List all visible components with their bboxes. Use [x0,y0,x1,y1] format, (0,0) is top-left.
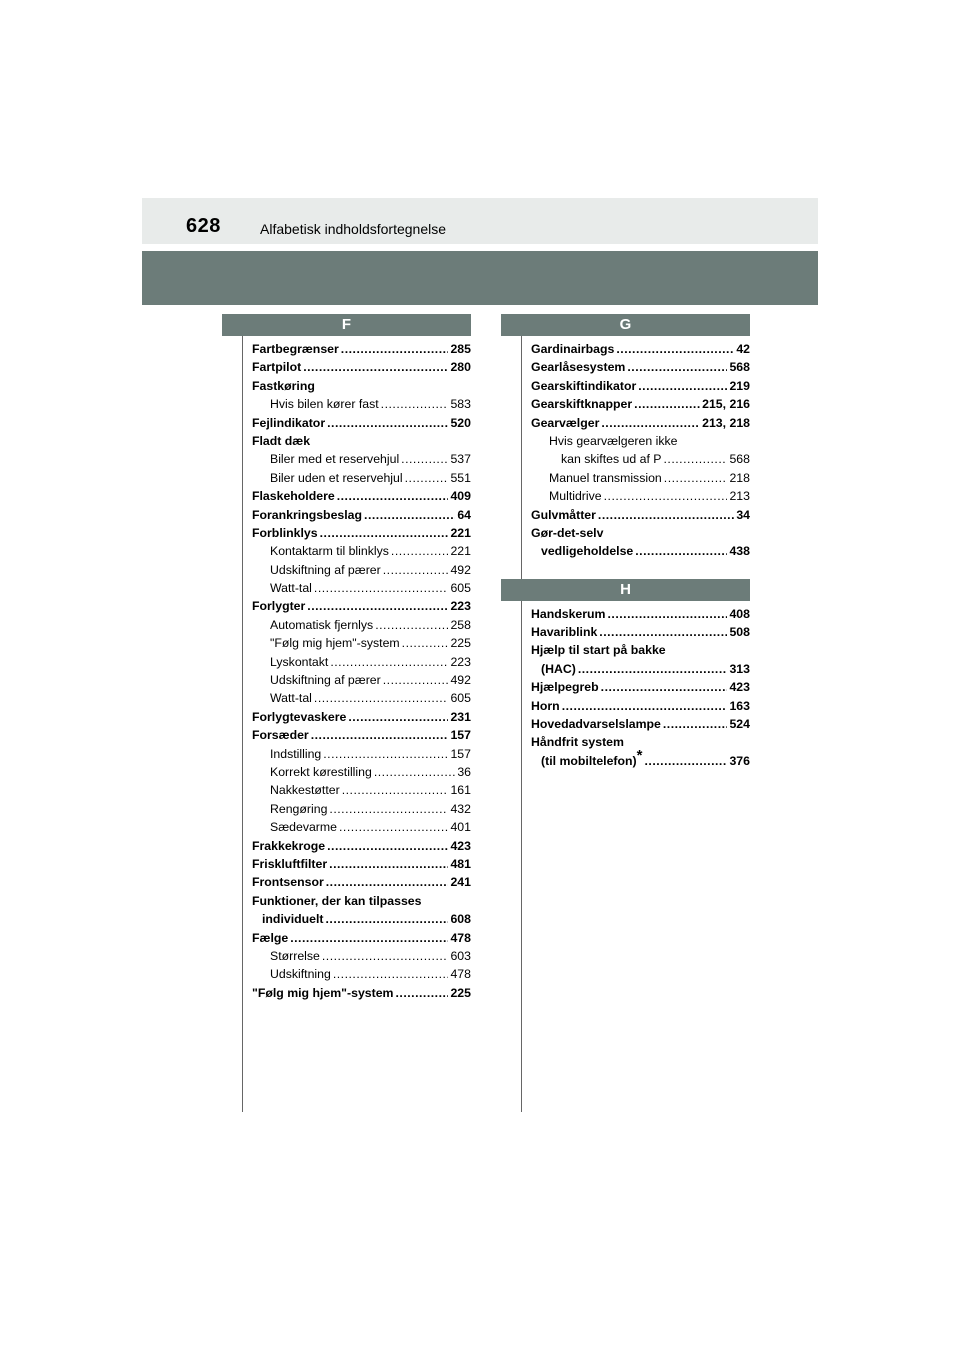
entry-label [270,947,320,965]
entry-label [549,469,662,487]
entry-label-text: Forlygtevaskere [252,709,347,724]
index-entry [531,542,750,560]
leader-dots [402,634,449,652]
entry-page-number: 213, 218 [702,415,750,430]
entry-label [270,965,331,983]
leader-dots [383,671,449,689]
leader-dots [635,542,727,560]
entry-page-number: 241 [450,875,471,890]
index-entry [252,781,471,799]
letter-heading-h: H [501,579,750,601]
entry-label [531,641,666,659]
leader-dots [364,506,455,524]
entry-label-text: Gearskiftindikator [531,378,637,393]
entry-label [252,524,318,542]
entry-label [270,781,340,799]
index-entry [531,340,750,358]
entry-page-number: 605 [450,691,471,706]
entry-page-number: 423 [450,838,471,853]
leader-dots [578,660,728,678]
entry-page-number: 223 [450,599,471,614]
entry-label-text: (til mobiltelefon) [541,753,637,768]
entry-label-text: Gearvælger [531,415,600,430]
leader-dots [664,469,728,487]
index-entry [252,671,471,689]
entry-label-text: Hvis bilen kører fast [270,397,379,412]
index-entry [252,818,471,836]
entry-page-number: 603 [450,948,471,963]
index-entry [252,708,471,726]
entry-label-text: Gulvmåtter [531,507,596,522]
entry-label [270,653,328,671]
leader-dots [314,579,449,597]
entry-label-text: Automatisk fjernlys [270,617,374,632]
entry-label-text: Gør-det-selv [531,525,604,540]
index-entry [531,605,750,623]
index-entry [531,395,750,413]
letter-heading-f: F [222,314,471,336]
entry-label [549,487,602,505]
entry-label [252,929,288,947]
entry-page-number: 508 [729,625,750,640]
entry-label [270,634,400,652]
leader-dots [307,597,448,615]
entry-label [531,623,597,641]
entry-label-text: Havariblink [531,625,598,640]
entry-page-number: 157 [450,728,471,743]
entry-label [561,450,661,468]
leader-dots [348,708,448,726]
entry-page-number: 605 [450,581,471,596]
header-band [142,251,818,305]
entry-page-number: 218 [729,470,750,485]
entry-page-number: 376 [729,753,750,768]
leader-dots [401,450,448,468]
entry-page-number: 423 [729,680,750,695]
leader-dots [326,873,449,891]
leader-dots [322,947,449,965]
entry-page-number: 568 [729,360,750,375]
entry-label [270,450,399,468]
entry-label [531,697,560,715]
index-entry [252,763,471,781]
leader-dots [383,561,449,579]
entry-page-number: 42 [736,342,750,356]
index-entry [252,616,471,634]
entry-label [252,340,339,358]
entry-label [262,910,324,928]
leader-dots [327,837,448,855]
entry-page-number: 258 [450,617,471,632]
entry-page-number: 219 [729,378,750,393]
entry-page-number: 163 [729,698,750,713]
leader-dots [333,965,449,983]
entry-label [531,605,606,623]
entry-label [270,671,381,689]
entry-label [531,377,636,395]
leader-dots [327,414,448,432]
index-entry [252,855,471,873]
entry-label [270,689,312,707]
index-entry [252,469,471,487]
entry-page-number: 568 [729,452,750,467]
index-entry [252,524,471,542]
index-entry [252,377,471,395]
index-entry [531,623,750,641]
leader-dots [374,763,455,781]
index-entry [252,450,471,468]
index-entry [252,689,471,707]
entry-label [270,579,312,597]
entry-label-text: Forsæder [252,728,309,743]
index-column-left [222,314,471,1002]
index-entry [531,377,750,395]
entry-label [252,432,310,450]
index-entry [252,873,471,891]
entry-page-number: 34 [736,507,750,522]
entry-label-text: Lyskontakt [270,654,329,669]
entry-label-text: Indstilling [270,746,322,761]
page-title: Alfabetisk indholdsfortegnelse [260,221,447,237]
entry-label [531,358,625,376]
entry-page-number: 409 [450,489,471,504]
index-entry [252,358,471,376]
entry-label-text: Horn [531,698,560,713]
entry-label-text: Gardinairbags [531,342,615,356]
index-entry [252,800,471,818]
entry-label-text: Fælge [252,930,289,945]
index-entry [252,837,471,855]
leader-dots [663,715,728,733]
leader-dots [638,377,727,395]
index-entry [252,653,471,671]
index-entry [252,542,471,560]
entry-label-text: "Følg mig hjem"-system [252,985,394,1000]
leader-dots [339,818,448,836]
entry-label-text: Biler uden et reservehjul [270,470,403,485]
index-entry [531,414,750,432]
leader-dots [598,506,734,524]
index-entry [252,634,471,652]
entry-label-text: Hjælp til start på bakke [531,643,666,658]
entry-label-text: Fejlindikator [252,415,326,430]
entry-label [531,340,614,358]
entry-label-text: individuelt [262,912,324,927]
leader-dots [562,697,728,715]
leader-dots [396,984,449,1002]
entry-label-text: kan skiftes ud af P [561,452,662,467]
entry-page-number: 432 [450,801,471,816]
entry-label-text: Frontsensor [252,875,324,890]
leader-dots [329,855,448,873]
entry-label [252,984,394,1002]
entry-page-number: 492 [450,562,471,577]
entry-label-text: Fartbegrænser [252,342,339,356]
leader-dots [290,929,448,947]
leader-dots [663,450,727,468]
entry-label [270,469,403,487]
entry-label [252,837,325,855]
entry-list [501,605,750,771]
entry-label-text: Forblinklys [252,525,318,540]
index-entry [531,506,750,524]
entry-page-number: 225 [450,636,471,651]
entry-label [549,432,678,450]
entry-label-text: "Følg mig hjem"-system [270,636,400,651]
entry-label-text: Forlygter [252,599,306,614]
entry-page-number: 401 [450,820,471,835]
entry-label [270,561,381,579]
letter-heading-g: G [501,314,750,336]
entry-label-text: Manuel transmission [549,470,662,485]
leader-dots [375,616,448,634]
entry-label [252,487,335,505]
entry-label [252,597,305,615]
entry-page-number: 213 [729,489,750,504]
index-entry [252,929,471,947]
entry-page-number: 481 [450,856,471,871]
index-entry [531,524,750,542]
index-entry [252,414,471,432]
index-entry [252,745,471,763]
index-entry [252,395,471,413]
index-entry [252,984,471,1002]
entry-page-number: 537 [450,452,471,467]
leader-dots [634,395,700,413]
leader-dots [381,395,449,413]
entry-page-number: 524 [729,717,750,732]
entry-label-text: Størrelse [270,948,320,963]
entry-label-text: Kontaktarm til blinklys [270,544,389,559]
leader-dots [311,726,449,744]
entry-label-text: Multidrive [549,489,602,504]
entry-label [531,733,624,751]
index-entry [531,715,750,733]
entry-label-text: Gearlåsesystem [531,360,626,375]
entry-label-text: vedligeholdelse [541,544,634,559]
entry-label-text: (HAC) [541,661,576,676]
leader-dots [616,340,734,358]
index-entry [252,892,471,910]
entry-label-text: Watt-tal [270,691,312,706]
entry-label-text: Rengøring [270,801,328,816]
entry-label [531,506,596,524]
leader-dots [644,752,727,770]
leader-dots [320,524,449,542]
entry-label-text: Funktioner, der kan tilpasses [252,893,422,908]
index-entry [252,579,471,597]
index-entry [252,340,471,358]
entry-list [222,340,471,1002]
entry-page-number: 520 [450,415,471,430]
entry-label-text: Fartpilot [252,360,302,375]
leader-dots [604,487,728,505]
index-entry [252,487,471,505]
entry-label-text: Sædevarme [270,820,337,835]
index-entry [252,726,471,744]
header-strip [142,198,818,244]
entry-page-number: 608 [450,912,471,927]
entry-page-number: 280 [450,360,471,375]
leader-dots [314,689,449,707]
entry-label [270,616,373,634]
entry-label-text: Udskiftning af pærer [270,673,381,688]
entry-label [541,660,576,678]
leader-dots [601,678,728,696]
entry-label [252,358,301,376]
section-gap [501,561,750,579]
entry-label-text: Udskiftning af pærer [270,562,381,577]
entry-label [531,678,599,696]
entry-page-number: 157 [450,746,471,761]
index-column-right [501,314,750,770]
entry-label-text: Hovedadvarselslampe [531,717,661,732]
entry-label [252,414,325,432]
entry-page-number: 408 [729,606,750,621]
index-entry [531,358,750,376]
entry-label [531,414,599,432]
leader-dots [608,605,728,623]
leader-dots [337,487,449,505]
leader-dots [341,340,449,358]
leader-dots [405,469,449,487]
index-entry [252,947,471,965]
entry-label [531,524,603,542]
entry-page-number: 215, 216 [702,397,750,412]
entry-label [270,800,327,818]
entry-label [541,746,643,770]
footnote-marker: * [636,746,643,764]
entry-label [252,855,327,873]
entry-label-text: Fladt dæk [252,433,311,448]
leader-dots [323,745,448,763]
entry-page-number: 285 [450,342,471,356]
index-entry [531,678,750,696]
page-number: 628 [186,215,221,237]
entry-list [501,340,750,561]
entry-page-number: 221 [450,525,471,540]
entry-label-text: Friskluftfilter [252,856,328,871]
entry-page-number: 313 [729,661,750,676]
leader-dots [601,414,700,432]
entry-label [541,542,633,560]
entry-label-text: Forankringsbeslag [252,507,363,522]
entry-label-text: Frakkekroge [252,838,326,853]
entry-label [252,892,421,910]
entry-label [270,818,337,836]
entry-label-text: Watt-tal [270,581,312,596]
leader-dots [329,800,448,818]
entry-label [270,763,372,781]
leader-dots [330,653,448,671]
index-entry [252,561,471,579]
index-entry [252,965,471,983]
index-entry [531,660,750,678]
entry-page-number: 478 [450,967,471,982]
entry-page-number: 36 [457,764,471,779]
entry-page-number: 492 [450,673,471,688]
entry-page-number: 225 [450,985,471,1000]
entry-label-text: Nakkestøtter [270,783,340,798]
entry-page-number: 583 [450,397,471,412]
index-entry [252,597,471,615]
entry-label [252,506,362,524]
index-entry [531,469,750,487]
entry-label-text: Flaskeholdere [252,489,335,504]
entry-label-text: Hvis gearvælgeren ikke [549,433,678,448]
entry-label-text: Biler med et reservehjul [270,452,400,467]
index-entry [531,432,750,450]
entry-page-number: 551 [450,470,471,485]
entry-label-text: Korrekt kørestilling [270,764,372,779]
entry-label [270,745,321,763]
entry-label [252,726,309,744]
entry-page-number: 438 [729,544,750,559]
leader-dots [599,623,727,641]
entry-label [270,395,379,413]
index-entry [531,697,750,715]
index-entry [531,746,750,770]
entry-label [531,395,632,413]
index-entry [252,432,471,450]
leader-dots [326,910,449,928]
entry-label-text: Udskiftning [270,967,331,982]
entry-label [531,715,661,733]
entry-page-number: 223 [450,654,471,669]
entry-label-text: Fastkøring [252,378,315,393]
leader-dots [342,781,449,799]
leader-dots [627,358,727,376]
index-entry [252,910,471,928]
entry-page-number: 231 [450,709,471,724]
entry-label-text: Gearskiftknapper [531,397,633,412]
entry-label-text: Håndfrit system [531,735,624,750]
entry-page-number: 161 [450,783,471,798]
entry-label-text: Hjælpegreb [531,680,599,695]
entry-page-number: 221 [450,544,471,559]
index-entry [531,450,750,468]
entry-label-text: Handskerum [531,606,606,621]
index-entry [531,487,750,505]
index-entry [531,641,750,659]
entry-label [252,873,324,891]
index-entry [252,506,471,524]
entry-page-number: 478 [450,930,471,945]
leader-dots [391,542,449,560]
entry-page-number: 64 [457,507,471,522]
leader-dots [303,358,448,376]
entry-label [270,542,389,560]
entry-label [252,377,315,395]
entry-label [252,708,346,726]
